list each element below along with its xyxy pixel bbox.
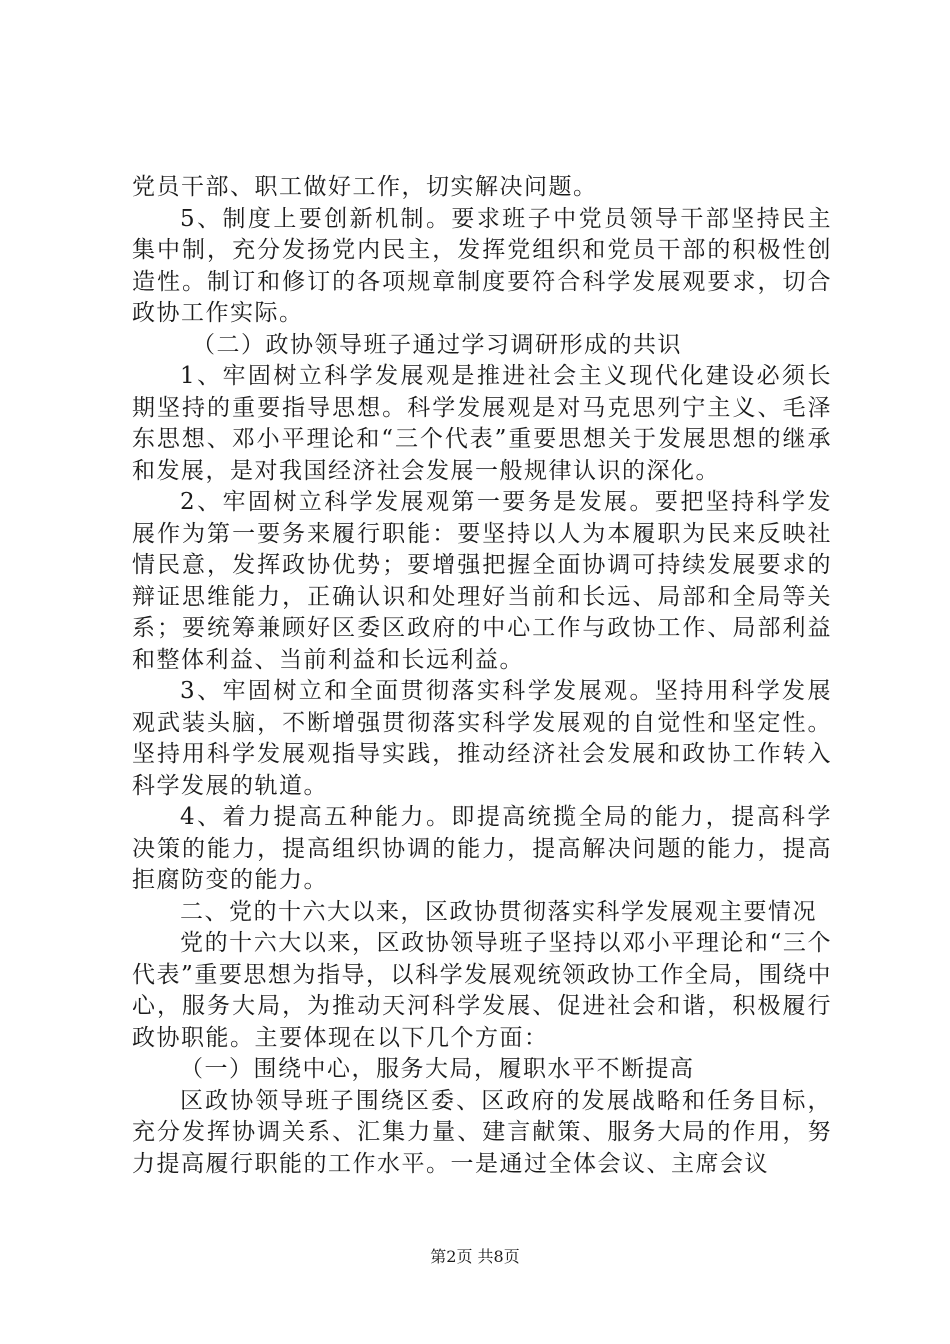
paragraph: 4、着力提高五种能力。即提高统揽全局的能力，提高科学决策的能力，提高组织协调的能力，提高解决问题的能力，提高拒腐防变的能力。 <box>132 804 832 893</box>
document-body <box>132 172 832 1180</box>
section-heading: （二）政协领导班子通过学习调研形成的共识 <box>192 331 682 358</box>
paragraph: 2、牢固树立科学发展观第一要务是发展。要把坚持科学发展作为第一要务来履行职能：要坚持以人为本履职为民来反映社情民意，发挥政协优势；要增强把握全面协调可持续发展要求的辩证思维能力，正确认识和处理好当前和长远、局部和全局等关系；要统筹兼顾好区委区政府的中心工作与政协工作、局部利益和整体利益、当前利益和长远利益。 <box>132 489 832 673</box>
paragraph: 区政协领导班子围绕区委、区政府的发展战略和任务目标，充分发挥协调关系、汇集力量、建言献策、服务大局的作用，努力提高履行职能的工作水平。一是通过全体会议、主席会议 <box>132 1087 832 1177</box>
paragraph: 3、牢固树立和全面贯彻落实科学发展观。坚持用科学发展观武装头脑，不断增强贯彻落实科学发展观的自觉性和坚定性。坚持用科学发展观指导实践，推动经济社会发展和政协工作转入科学发展的轨道。 <box>132 678 832 799</box>
paragraph: 党的十六大以来，区政协领导班子坚持以邓小平理论和“三个代表”重要思想为指导，以科学发展观统领政协工作全局，围绕中心，服务大局，为推动天河科学发展、促进社会和谐，积极履行政协职能。主要体现在以下几个方面： <box>132 930 832 1051</box>
section-heading: 二、党的十六大以来，区政协贯彻落实科学发展观主要情况 <box>180 898 817 925</box>
paragraph: 党员干部、职工做好工作，切实解决问题。 <box>132 174 598 200</box>
page-number-footer: 第2页 共8页 <box>430 1247 520 1266</box>
paragraph: 5、制度上要创新机制。要求班子中党员领导干部坚持民主集中制，充分发扬党内民主，发挥党组织和党员干部的积极性创造性。制订和修订的各项规章制度要符合科学发展观要求，切合政协工作实际。 <box>132 205 832 326</box>
section-heading: （一）围绕中心，服务大局，履职水平不断提高 <box>180 1056 695 1082</box>
paragraph: 1、牢固树立科学发展观是推进社会主义现代化建设必须长期坚持的重要指导思想。科学发展观是对马克思列宁主义、毛泽东思想、邓小平理论和“三个代表”重要思想关于发展思想的继承和发展，是对我国经济社会发展一般规律认识的深化。 <box>132 363 832 484</box>
